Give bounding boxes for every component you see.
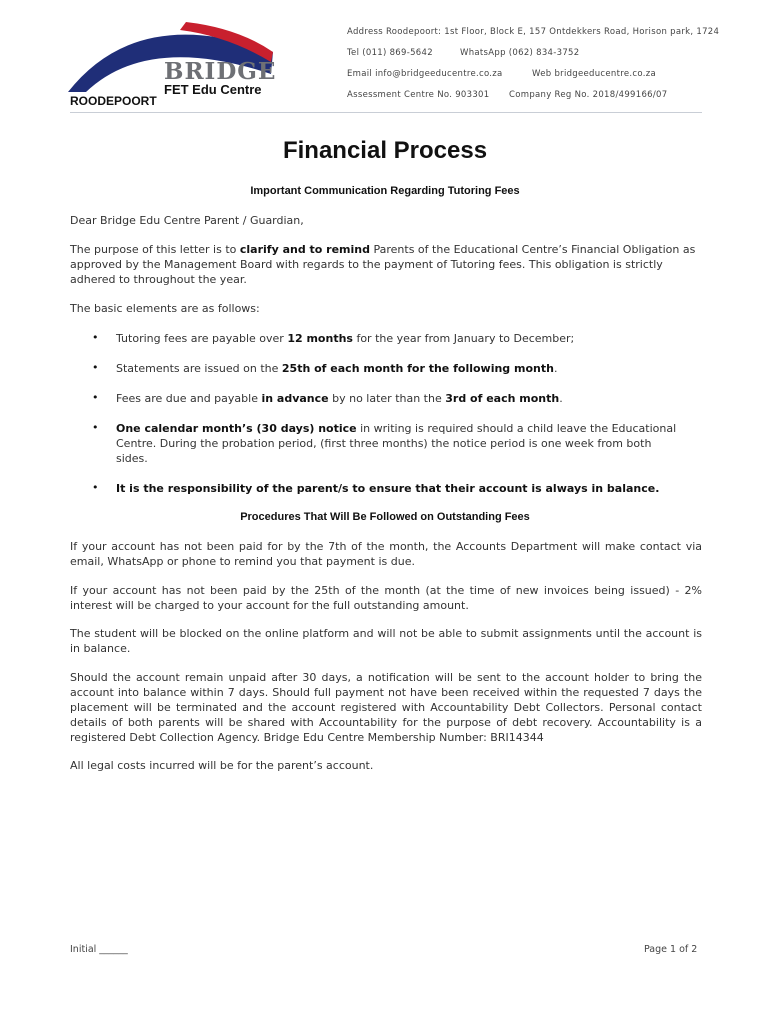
logo-place: ROODEPOORT [70,94,157,108]
bullet-icon: • [92,481,99,494]
contact-block [347,26,719,110]
web-link[interactable]: Web bridgeeducentre.co.za [532,69,656,79]
page-title: Financial Process [282,137,488,164]
company-reg: Company Reg No. 2018/499166/07 [509,90,668,100]
assessment-number: Assessment Centre No. 903301 [347,90,490,100]
bullet-icon: • [92,391,99,404]
procedures-heading: Procedures That Will Be Followed on Outstanding Fees [240,511,530,523]
whatsapp-text: WhatsApp (062) 834-3752 [460,48,580,58]
address-text: Address Roodepoort: 1st Floor, Block E, 157 Ontdekkers Road, Horison park, 1724 [347,27,720,37]
list-item: Fees are due and payable in advance by no later than the 3rd of each month. [116,392,563,405]
tel-text: Tel (011) 869-5642 [347,48,433,58]
header-divider [70,112,702,113]
paragraph: If your account has not been paid by the 25th of the month (at the time of new invoices being issued) - 2% interest will be charged to your account for the full outstanding amount. [70,584,702,612]
paragraph: Should the account remain unpaid after 30 days, a notification will be sent to the account holder to bring the account into balance within 7 days. Should full payment not have been received within the requested 7 days the placement will be terminated and the account registered with Accountability Debt Collectors. Personal contact details of both parents will be shared with Accountability for the purpose of debt recovery. Accountability is a registered Debt Collection Agency. Bridge Edu Centre Membership Number: BRI14344 [70,671,702,744]
list-item: One calendar month’s (30 days) notice in writing is required should a child leave the Educational Centre. During the probation period, (first three months) the notice period is one week from both sides. [116,422,677,465]
email-link[interactable]: Email info@bridgeeducentre.co.za [347,69,503,79]
bullet-icon: • [92,361,99,374]
paragraph: All legal costs incurred will be for the parent’s account. [70,759,374,772]
bullet-icon: • [92,331,99,344]
paragraph: The student will be blocked on the online platform and will not be able to submit assignments until the account is in balance. [70,627,702,655]
list-item: Tutoring fees are payable over 12 months for the year from January to December; [116,332,575,345]
intro-paragraph: The purpose of this letter is to clarify and to remind Parents of the Educational Centre’s Financial Obligation as approved by the Management Board with regards to the payment of Tutoring fees. This obligation is strictly adhered to throughout the year. [70,243,696,286]
logo-name: BRIDGE [164,58,277,85]
subtitle: Important Communication Regarding Tutoring Fees [250,185,520,197]
bridge-logo [68,18,308,118]
basic-elements-label: The basic elements are as follows: [70,302,260,315]
bullet-icon: • [92,421,99,434]
initial-field[interactable]: Initial ______ [70,944,128,955]
greeting: Dear Bridge Edu Centre Parent / Guardian, [70,214,304,227]
list-item: It is the responsibility of the parent/s to ensure that their account is always in balance. [116,482,660,495]
page-number: Page 1 of 2 [644,944,698,955]
paragraph: If your account has not been paid for by the 7th of the month, the Accounts Department will make contact via email, WhatsApp or phone to remind you that payment is due. [70,540,702,568]
list-item: Statements are issued on the 25th of each month for the following month. [116,362,558,375]
logo-subtitle: FET Edu Centre [164,82,262,97]
